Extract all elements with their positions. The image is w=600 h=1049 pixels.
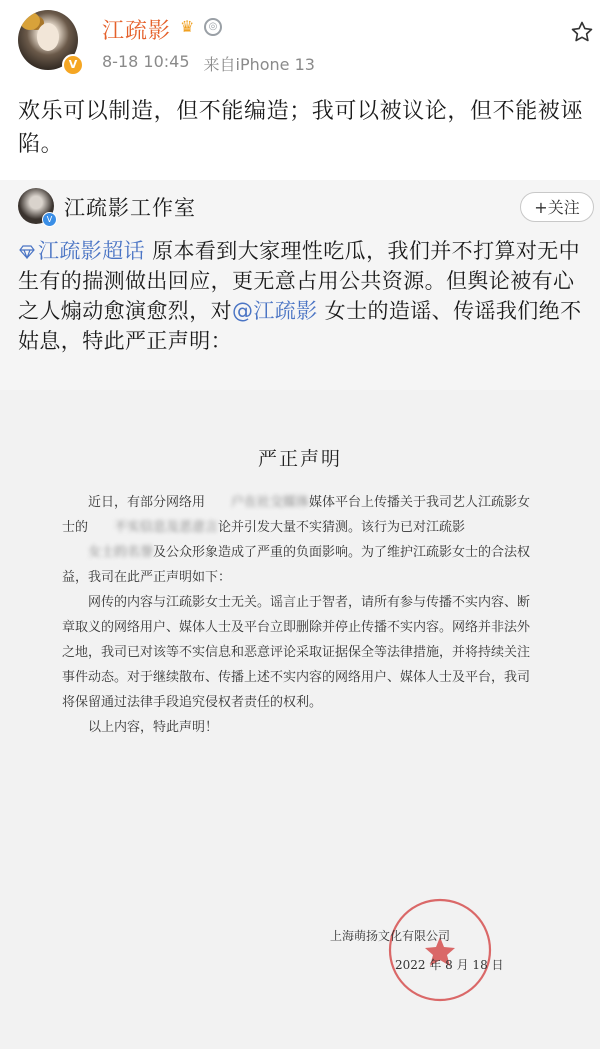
verified-v-icon: V — [62, 54, 84, 76]
diamond-icon — [18, 245, 36, 259]
p1-segment-c: 论并引发大量不实猜测。该行为已对江疏影 — [218, 520, 466, 535]
statement-paragraph-3: 以上内容，特此声明！ — [88, 720, 219, 735]
verified-blue-icon: V — [42, 212, 57, 227]
avatar-face — [37, 23, 59, 51]
statement-image[interactable] — [0, 390, 600, 1049]
p1-segment-a: 近日，有部分网络用 — [88, 495, 206, 510]
mention-link[interactable]: @江疏影 — [232, 299, 318, 323]
repost-account-name[interactable]: 江疏影工作室 — [64, 196, 196, 220]
p1-blurred-1: 户在社交媒体 — [231, 495, 310, 510]
post-date: 8-18 10:45 — [102, 52, 190, 71]
repost-text-part1: 原本看到大家理性吃瓜，我们并不打算对无中生有的揣测做出回应，更无意占用公共资源。但舆论被有心之人煽动愈演愈烈，对 — [18, 239, 581, 323]
repost-text-part2: 女士的造谣、传谣我们绝不姑息，特此严正声明： — [18, 299, 582, 353]
statement-paragraph-1 — [62, 490, 532, 590]
crown-icon: ♛ — [180, 17, 195, 36]
follow-button[interactable]: +关注 — [520, 192, 594, 222]
username[interactable]: 江疏影 — [102, 19, 172, 44]
topic-link[interactable]: 江疏影超话 — [38, 239, 145, 263]
statement-title: 严正声明 — [257, 448, 342, 470]
company-name: 上海萌扬文化有限公司 — [330, 929, 451, 943]
p1-segment-b: 媒体平台上传播关于我司艺人江疏影女士的 — [62, 495, 531, 535]
post-header — [0, 0, 600, 86]
post-source: 来自iPhone 13 — [203, 55, 315, 74]
post-meta — [102, 52, 315, 75]
flower-ornament — [20, 12, 40, 30]
p1-blurred-3: 女士的名誉 — [88, 545, 154, 560]
statement-paragraph-2: 网传的内容与江疏影女士无关。谣言止于智者，请所有参与传播不实内容、断章取义的网络用户、媒体人士及平台立即删除并停止传播不实内容。网络并非法外之地，我司已对该等不实信息和恶意评论采取证据保全等法律措施，并将持续关注事件动态。对于继续散布、传播上述不实内容的网络用户、媒体人士及平台，我司将保留通过法律手段追究侵权者责任的权利。 — [62, 595, 531, 710]
level-badge-icon: ◎ — [204, 18, 222, 36]
repost-text — [18, 236, 590, 356]
repost-card[interactable] — [0, 180, 600, 1049]
statement-body — [62, 490, 532, 740]
p1-segment-d: 及公众形象造成了严重的负面影响。为了维护江疏影女士的合法权益，我司在此严正声明如下： — [62, 545, 531, 585]
company-seal — [385, 895, 495, 1005]
star-icon[interactable] — [570, 20, 594, 44]
post-text: 欢乐可以制造，但不能编造；我可以被议论，但不能被诬陷。 — [18, 99, 584, 157]
statement-date: 2022 年 8 月 18 日 — [395, 958, 504, 972]
p1-blurred-2: 不实信息及恶意言 — [114, 520, 219, 535]
